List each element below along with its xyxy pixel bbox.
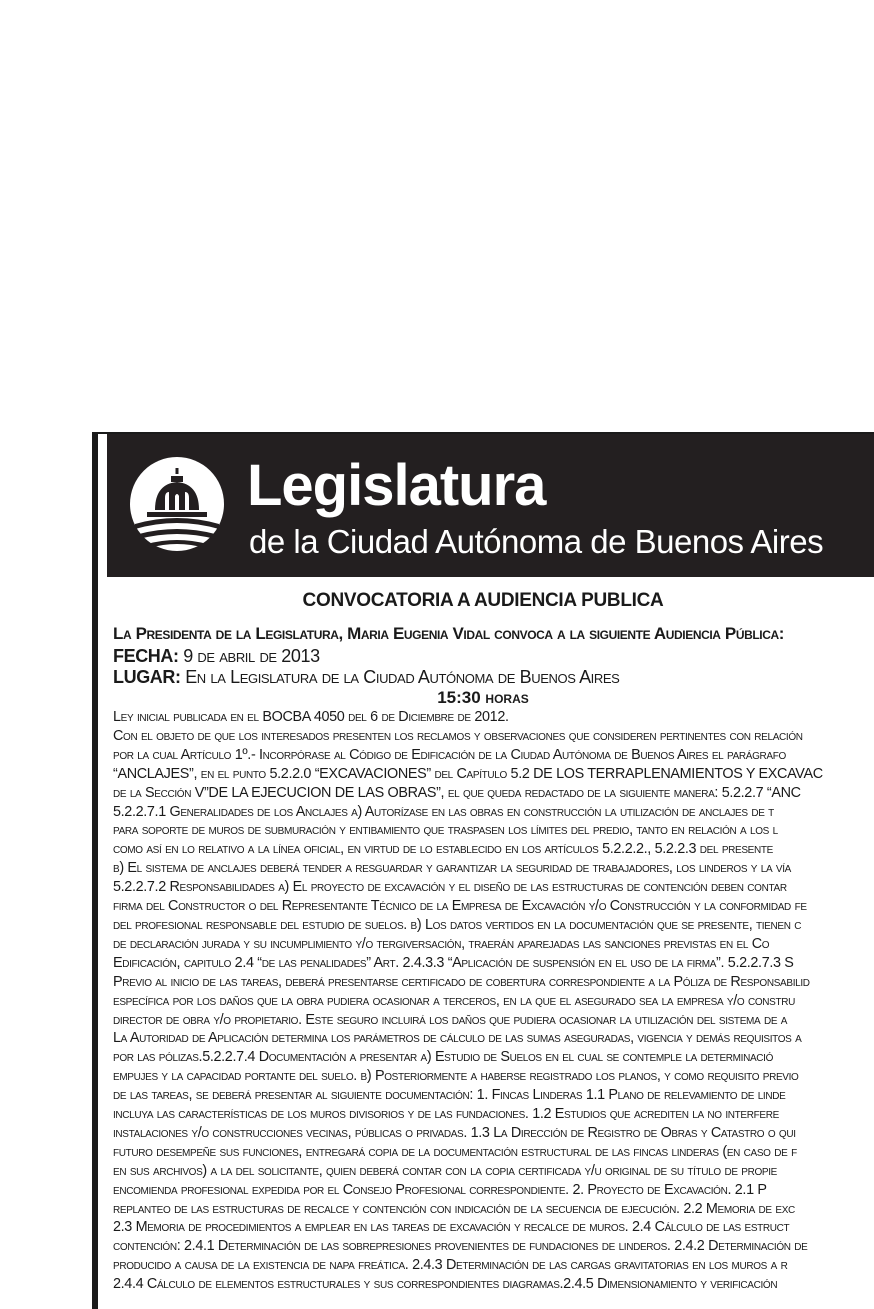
- lugar-label: LUGAR:: [113, 667, 181, 687]
- body-line: futuro desempeñe sus funciones, entregará copia de la documentación estructural de las fincas linderas (en caso de f: [113, 1143, 797, 1160]
- body-line: por la cual Artículo 1º.- Incorpórase al Código de Edificación de la Ciudad Autónoma de Buenos Aires el parágrafo: [113, 746, 786, 763]
- body-line: empujes y la capacidad portante del suelo. b) Posteriormente a haberse registrado los planos, y como requisito previo: [113, 1068, 799, 1085]
- body-line: La Autoridad de Aplicación determina los parámetros de cálculo de las sumas aseguradas, vigencia y demás requisitos a: [113, 1030, 802, 1047]
- fecha-line: [113, 646, 874, 667]
- body-line: instalaciones y/o construcciones vecinas, públicas o privadas. 1.3 La Dirección de Registro de Obras y Catastro o qui: [113, 1124, 796, 1141]
- body-line: de las tareas, se deberá presentar al siguiente documentación: 1. Fincas Linderas 1.1 Plano de relevamiento de linde: [113, 1087, 786, 1104]
- document-content: [113, 590, 874, 1294]
- legislatura-banner: [107, 434, 874, 577]
- fecha-value: 9 de abril de 2013: [183, 646, 320, 666]
- document-frame: [92, 432, 874, 1309]
- hora-line: 15:30 horas: [437, 688, 529, 707]
- body-line: de la Sección V”DE LA EJECUCION DE LAS OBRAS”, el que queda redactado de la siguiente manera: 5.2.2.7 “ANC: [113, 784, 801, 801]
- body-line: contención: 2.4.1 Determinación de las sobrepresiones provenientes de fundaciones de linderos. 2.4.2 Determinación de: [113, 1238, 808, 1255]
- body-line: 5.2.2.7.1 Generalidades de los Anclajes a) Autorízase en las obras en construcción la utilización de anclajes de t: [113, 803, 774, 820]
- body-line: 2.4.4 Cálculo de elementos estructurales y sus correspondientes diagramas.2.4.5 Dimensionamiento y verificación: [113, 1276, 778, 1293]
- legislatura-dome-logo-icon: [127, 454, 227, 554]
- body-line: firma del Constructor o del Representante Técnico de la Empresa de Excavación y/o Construcción y la conformidad fe: [113, 898, 807, 915]
- body-line: específica por los daños que la obra pudiera ocasionar a terceros, en la que el asegurado sea la empresa y/o constru: [113, 992, 795, 1009]
- body-line: por las pólizas.5.2.2.7.4 Documentación a presentar a) Estudio de Suelos en el cual se contemple la determinació: [113, 1049, 774, 1066]
- body-paragraph: [113, 708, 874, 1294]
- body-line: director de obra y/o propietario. Este seguro incluirá los daños que pudiera ocasionar la utilización del sistema de a: [113, 1011, 788, 1028]
- fecha-label: FECHA:: [113, 646, 179, 666]
- body-line: Con el objeto de que los interesados presenten los reclamos y observaciones que consideren pertinentes con relación: [113, 727, 803, 744]
- convocatoria-heading: CONVOCATORIA A AUDIENCIA PUBLICA: [302, 590, 664, 611]
- banner-subtitle: de la Ciudad Autónoma de Buenos Aires: [249, 523, 824, 560]
- body-line: del profesional responsable del estudio de suelos. b) Los datos vertidos en la documentación que se presente, tienen c: [113, 916, 802, 933]
- lugar-value: En la Legislatura de la Ciudad Autónoma de Buenos Aires: [185, 667, 620, 687]
- lead-text: La Presidenta de la Legislatura, Maria Eugenia Vidal convoca a la siguiente Audiencia Pública:: [113, 624, 785, 643]
- body-line: b) El sistema de anclajes deberá tender a resguardar y garantizar la seguridad de trabajadores, los linderos y la vía: [113, 860, 792, 877]
- body-line: “ANCLAJES”, en el punto 5.2.2.0 “EXCAVACIONES” del Capítulo 5.2 DE LOS TERRAPLENAMIENTOS Y EXCAVAC: [113, 765, 823, 782]
- body-line: de declaración jurada y su incumplimiento y/o tergiversación, traerán aparejadas las sanciones previstas en el Co: [113, 935, 770, 952]
- body-line: Edificación, capitulo 2.4 “de las penalidades” Art. 2.4.3.3 “Aplicación de suspensión en el uso de la firma”. 5.2.2.7.3 S: [113, 954, 794, 971]
- body-line: incluya las características de los muros divisorios y de las fundaciones. 1.2 Estudios que acrediten la no interfere: [113, 1106, 779, 1123]
- lugar-line: [113, 667, 874, 688]
- banner-title: Legislatura: [247, 453, 546, 518]
- body-line: para soporte de muros de submuración y entibamiento que traspasen los límites del predio, tanto en relación a los l: [113, 822, 778, 839]
- body-line: Ley inicial publicada en el BOCBA 4050 del 6 de Diciembre de 2012.: [113, 709, 509, 725]
- body-line: replanteo de las estructuras de recalce y contención con indicación de la secuencia de ejecución. 2.2 Memoria de exc: [113, 1200, 795, 1217]
- body-line: en sus archivos) a la del solicitante, quien deberá contar con la copia certificada y/u original de su título de propie: [113, 1162, 777, 1179]
- body-line: como así en lo relativo a la línea oficial, en virtud de lo establecido en los artículos 5.2.2.2., 5.2.2.3 del presente: [113, 841, 773, 858]
- body-line: encomienda profesional expedida por el Consejo Profesional correspondiente. 2. Proyecto de Excavación. 2.1 P: [113, 1181, 767, 1198]
- body-line: 2.3 Memoria de procedimientos a emplear en las tareas de excavación y recalce de muros. 2.4 Cálculo de las estruct: [113, 1219, 790, 1236]
- body-line: producido a causa de la existencia de napa freática. 2.4.3 Determinación de las cargas gravitatorias en los muros a r: [113, 1257, 788, 1274]
- body-line: Previo al inicio de las tareas, deberá presentarse certificado de cobertura correspondiente a la Póliza de Responsabilid: [113, 973, 810, 990]
- body-line: 5.2.2.7.2 Responsabilidades a) El proyecto de excavación y el diseño de las estructuras de contención deben contar: [113, 879, 787, 896]
